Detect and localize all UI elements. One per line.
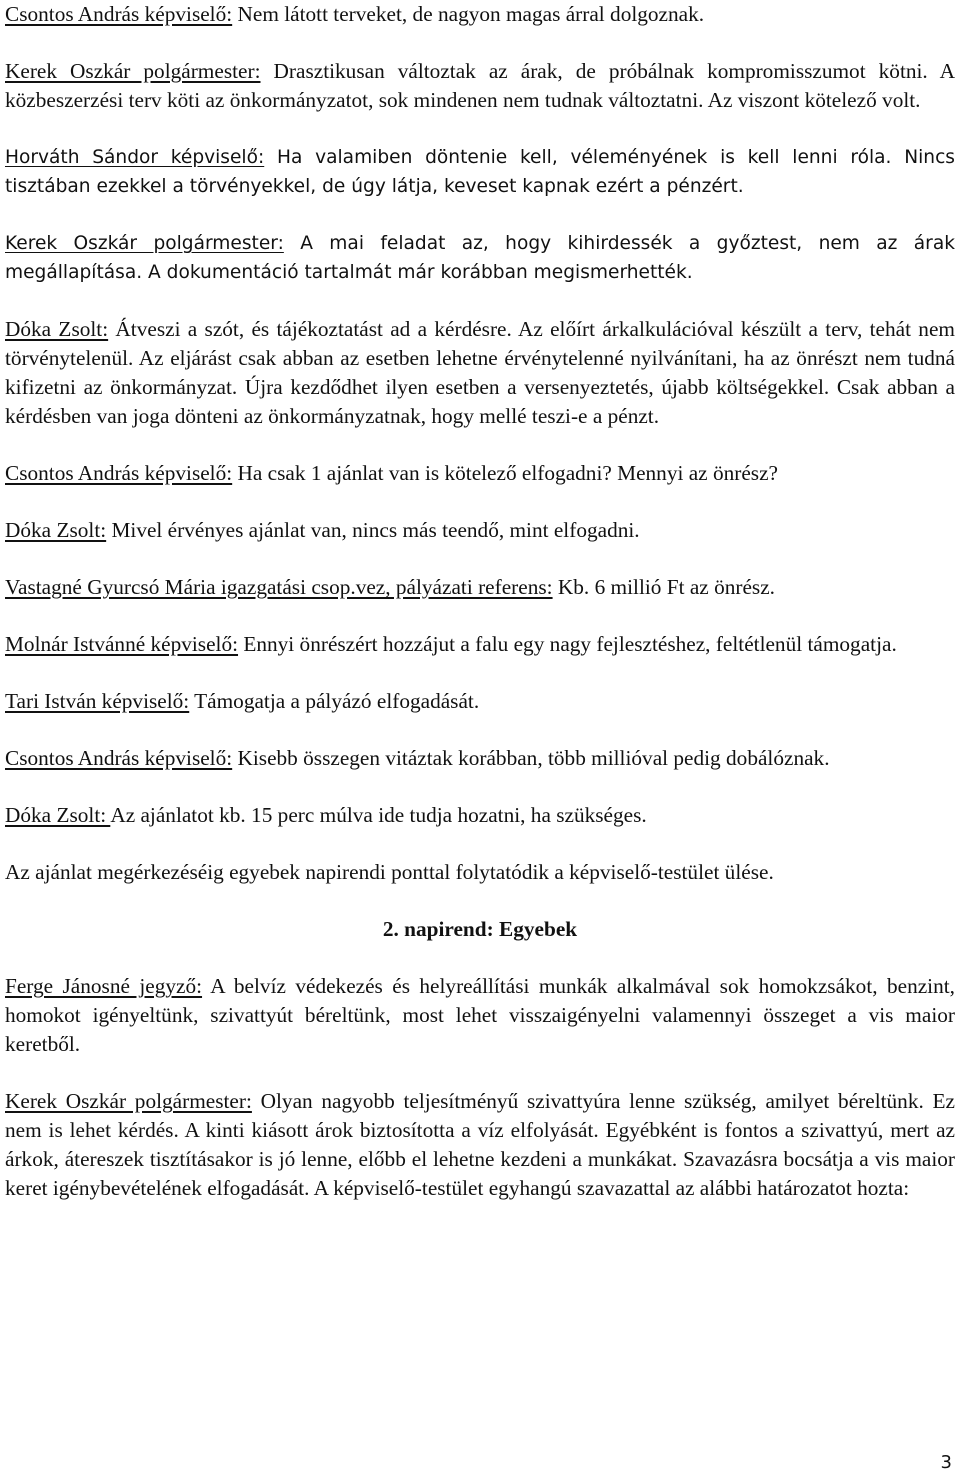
minutes-paragraph bbox=[5, 801, 955, 830]
speaker-name: Dóka Zsolt: bbox=[5, 317, 109, 341]
minutes-paragraph bbox=[5, 229, 955, 287]
minutes-paragraph bbox=[5, 972, 955, 1059]
minutes-paragraph bbox=[5, 858, 955, 887]
paragraph-text: Átveszi a szót, és tájékoztatást ad a kérdésre. Az előírt árkalkulációval készült a terv, tehát nem törvénytelenül. Az eljárást csak abban az esetben lehetne érvénytelenné nyilvánítani, ha az önrészt nem tudná kifizetni az önkormányzat. Újra kezdődhet ilyen esetben a versenyeztetés, újabb költségekkel. Csak abban a kérdésben van joga dönteni az önkormányzatnak, hogy mellé teszi-e a pénzt. bbox=[5, 317, 955, 428]
minutes-paragraph bbox=[5, 1087, 955, 1203]
minutes-section bbox=[5, 0, 955, 887]
paragraph-text: Az ajánlat megérkezéséig egyebek napirendi ponttal folytatódik a képviselő-testület ülése. bbox=[5, 860, 774, 884]
agenda-heading: 2. napirend: Egyebek bbox=[382, 917, 578, 941]
speaker-name: Vastagné Gyurcsó Mária igazgatási csop.vez, pályázati referens: bbox=[5, 575, 553, 599]
paragraph-text: Kisebb összegen vitáztak korábban, több millióval pedig dobálóznak. bbox=[232, 746, 830, 770]
minutes-paragraph bbox=[5, 630, 955, 659]
speaker-name: Kerek Oszkár polgármester: bbox=[5, 233, 284, 254]
minutes-paragraph bbox=[5, 0, 955, 29]
page-number: 3 bbox=[940, 1452, 952, 1473]
paragraph-text: Támogatja a pályázó elfogadását. bbox=[189, 689, 480, 713]
minutes-paragraph bbox=[5, 516, 955, 545]
speaker-name: Csontos András képviselő: bbox=[5, 461, 233, 485]
paragraph-text: Drasztikusan változtak az árak, de próbálnak kompromisszumot kötni. A közbeszerzési terv köti az önkormányzatot, sok mindenen nem tudnak változtatni. Az viszont kötelező volt. bbox=[5, 59, 955, 112]
minutes-paragraph bbox=[5, 744, 955, 773]
paragraph-text: Ha csak 1 ajánlat van is kötelező elfogadni? Mennyi az önrész? bbox=[232, 461, 778, 485]
speaker-name: Csontos András képviselő: bbox=[5, 2, 233, 26]
minutes-paragraph bbox=[5, 573, 955, 602]
speaker-name: Dóka Zsolt: bbox=[5, 803, 111, 827]
speaker-name: Dóka Zsolt: bbox=[5, 518, 107, 542]
paragraph-text: Ha valamiben döntenie kell, véleményének is kell lenni róla. Nincs tisztában ezekkel a törvényekkel, de úgy látja, keveset kapnak ezért a pénzért. bbox=[5, 147, 955, 197]
paragraph-text: Az ajánlatot kb. 15 perc múlva ide tudja hozatni, ha szükséges. bbox=[110, 803, 647, 827]
paragraph-text: A mai feladat az, hogy kihirdessék a győztest, nem az árak megállapítása. A dokumentáció tartalmát már korábban megismerhették. bbox=[5, 233, 955, 283]
speaker-name: Csontos András képviselő: bbox=[5, 746, 233, 770]
minutes-paragraph bbox=[5, 57, 955, 115]
speaker-name: Kerek Oszkár polgármester: bbox=[5, 1089, 252, 1113]
speaker-name: Kerek Oszkár polgármester: bbox=[5, 59, 261, 83]
speaker-name: Horváth Sándor képviselő: bbox=[5, 147, 265, 168]
paragraph-text: Ennyi önrészért hozzájut a falu egy nagy fejlesztéshez, feltétlenül támogatja. bbox=[238, 632, 897, 656]
paragraph-text: Nem látott terveket, de nagyon magas árral dolgoznak. bbox=[232, 2, 705, 26]
paragraph-text: Mivel érvényes ajánlat van, nincs más teendő, mint elfogadni. bbox=[106, 518, 640, 542]
minutes-paragraph bbox=[5, 143, 955, 201]
speaker-name: Molnár Istvánné képviselő: bbox=[5, 632, 239, 656]
paragraph-text: Kb. 6 millió Ft az önrész. bbox=[552, 575, 775, 599]
minutes-paragraph bbox=[5, 315, 955, 431]
minutes-section-agenda-2 bbox=[5, 972, 955, 1203]
speaker-name: Tari István képviselő: bbox=[5, 689, 190, 713]
minutes-paragraph bbox=[5, 687, 955, 716]
document-page bbox=[5, 0, 955, 1231]
speaker-name: Ferge Jánosné jegyző: bbox=[5, 974, 203, 998]
minutes-paragraph bbox=[5, 459, 955, 488]
paragraph-text: A belvíz védekezés és helyreállítási munkák alkalmával sok homokzsákot, benzint, homokot igényeltünk, szivattyút béreltünk, most lehet visszaigényelni valamennyi összeget a vis maior keretből. bbox=[5, 974, 955, 1056]
paragraph-text: Olyan nagyobb teljesítményű szivattyúra lenne szükség, amilyet béreltünk. Ez nem is lehet kérdés. A kinti kiásott árok biztosította a víz elfolyását. Egyébként is fontos a szivattyú, mert az árkok, átereszek tisztításakor is jó lenne, előbb el lehetne kezdeni a munkákat. Szavazásra bocsátja a vis maior keret igénybevételének elfogadását. A képviselő-testület egyhangú szavazattal az alábbi határozatot hozta: bbox=[5, 1089, 955, 1200]
